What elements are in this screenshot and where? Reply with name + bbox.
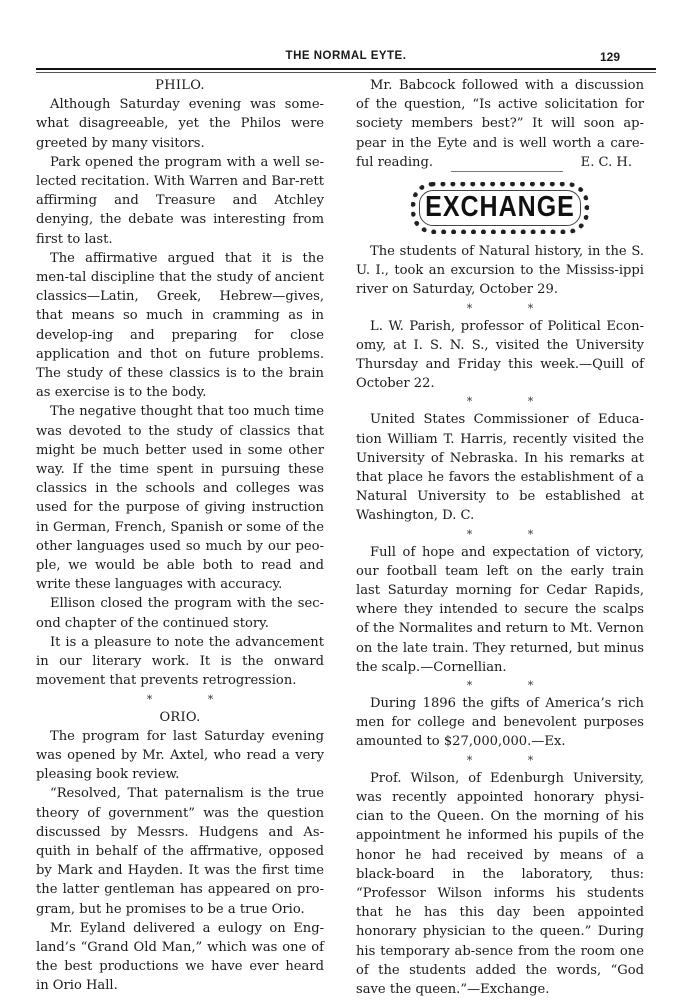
- item-separator: * *: [466, 527, 560, 541]
- exchange-item: L. W. Parish, professor of Political Econ-omy, at I. S. N. S., visited the University Thursday and Friday this week.—Quill of October 22.: [356, 318, 644, 392]
- exchange-item: During 1896 the gifts of America’s rich men for college and benevolent purposes amounted to $27,000,000.—Ex.: [356, 696, 644, 750]
- exchange-banner: [356, 182, 644, 234]
- exchange-item: Prof. Wilson, of Edenburgh University, was recently appointed honorary physi-cian to the Queen. On the morning of his appointment he informed his pupils of the honor he had received by means of a black-board in the laboratory, thus: “Professor Wilson informs his students that he has this day been appointed honorary physician to the queen.” During his temporary ab-sence from the room one of the students added the words, “God save the queen.”—Exchange.: [356, 770, 644, 997]
- section-heading-orio: ORIO.: [159, 709, 201, 725]
- paragraph: The affirmative argued that it is the men-tal discipline that the study of ancient classics—Latin, Greek, Hebrew—gives, that means so much in cramming as in develop-ing and preparing for close application and thot on future problems. The study of these classics is to the brain as exercise is to the body.: [36, 250, 324, 401]
- ornamental-border-icon: [411, 182, 589, 234]
- paragraph: “Resolved, That paternalism is the true theory of government” was the question discussed by Messrs. Hudgens and As-quith in behalf of the affrmative, opposed by Mark and Hayden. It was the first time the latter gentleman has appeared on pro-gram, but he promises to be a true Orio.: [36, 786, 324, 917]
- section-separator: * *: [146, 692, 240, 706]
- header-rule-thick: [36, 68, 656, 70]
- paragraph: Park opened the program with a well se-lected recitation. With Warren and Bar-rett affirming and Treasure and Atchley denying, the debate was interesting from first to last.: [36, 154, 324, 247]
- paragraph: Ellison closed the program with the sec-ond chapter of the continued story.: [36, 596, 324, 631]
- exchange-item: United States Commissioner of Educa-tion William T. Harris, recently visited the University of Nebraska. In his remarks at that place he favors the establishment of a Natural University to be established at Washington, D. C.: [356, 412, 644, 524]
- right-column: [356, 76, 644, 999]
- paragraph: Mr. Eyland delivered a eulogy on Eng-land’s “Grand Old Man,” which was one of the best productions we have ever heard in Orio Hall.: [36, 920, 324, 994]
- author-signature: E. C. H.: [580, 154, 632, 170]
- banner-title: EXCHANGE: [425, 191, 575, 224]
- paragraph-continuation: Mr. Babcock followed with a discussion of the question, “Is active solicitation for society members best?” It will soon ap-pear in the Eyte and is well worth a care-: [356, 78, 644, 151]
- item-separator: * *: [466, 395, 560, 409]
- divider-rule: [451, 159, 563, 172]
- item-separator: * *: [466, 301, 560, 315]
- exchange-item: The students of Natural history, in the S. U. I., took an excursion to the Mississ-ippi river on Saturday, October 29.: [356, 244, 644, 298]
- paragraph: The program for last Saturday evening was opened by Mr. Axtel, who read a very pleasing book review.: [36, 728, 324, 783]
- item-separator: * *: [466, 679, 560, 693]
- paragraph: Although Saturday evening was some-what disagreeable, yet the Philos were greeted by many visitors.: [36, 97, 324, 151]
- running-title: THE NORMAL EYTE.: [285, 50, 407, 62]
- exchange-item: Full of hope and expectation of victory, our football team left on the early train last Saturday morning for Cedar Rapids, where they intended to secure the scalps of the Normalites and return to Mt. Vernon on the late train. They returned, but minus the scalp.—Cornellian.: [356, 544, 644, 675]
- paragraph-continuation-end: ful reading.: [356, 154, 433, 170]
- item-separator: * *: [466, 753, 560, 767]
- left-column: [36, 76, 324, 996]
- page-header: [36, 50, 656, 68]
- paragraph: It is a pleasure to note the advancement in our literary work. It is the onward movement that prevents retrogression.: [36, 634, 324, 689]
- header-rule-thin: [36, 72, 656, 73]
- page-number: 129: [599, 50, 620, 64]
- section-heading-philo: PHILO.: [155, 78, 205, 93]
- paragraph: The negative thought that too much time was devoted to the study of classics that might be much better used in some other way. If the time spent in pursuing these classics in the schools and colleges was used for the purpose of giving instruction in German, French, Spanish or some of the other languages used so much by our peo-ple, we would be able both to read and write these languages with accuracy.: [36, 404, 324, 593]
- signature-line: [356, 153, 644, 172]
